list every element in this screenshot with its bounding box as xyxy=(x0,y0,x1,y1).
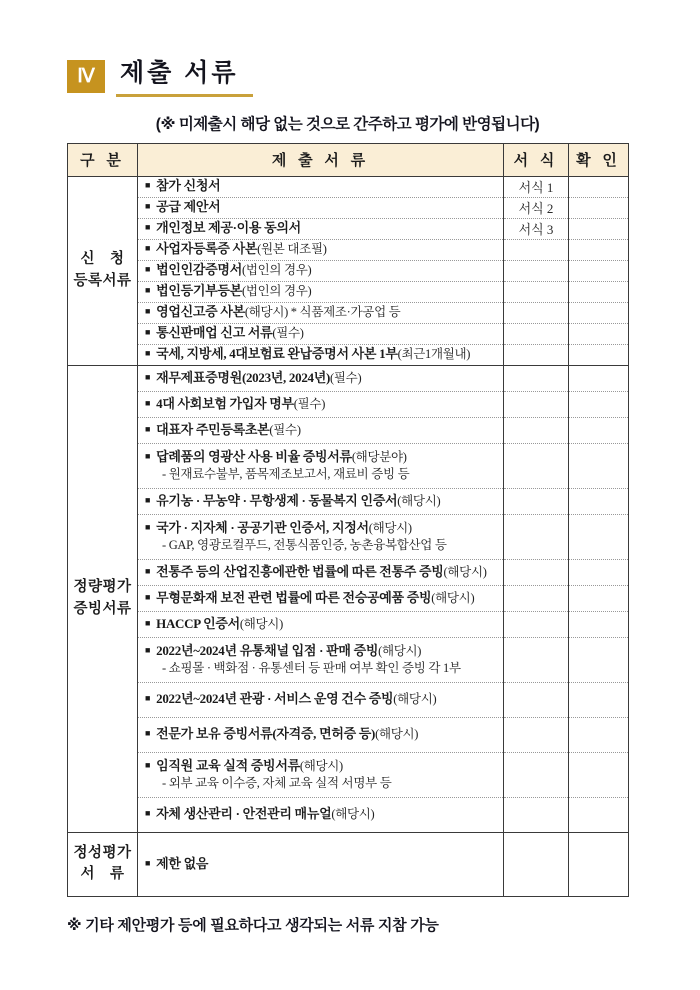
document-remark: (해당시) xyxy=(299,758,343,773)
check-cell xyxy=(569,488,629,514)
table-row xyxy=(68,391,629,417)
form-cell xyxy=(504,281,569,302)
bullet-square-icon: ■ xyxy=(145,397,151,408)
bullet-square-icon: ■ xyxy=(145,243,151,254)
form-cell xyxy=(504,611,569,637)
form-cell xyxy=(504,365,569,391)
document-cell xyxy=(138,323,504,344)
document-label: 2022년~2024년 관광 · 서비스 운영 건수 증빙 xyxy=(156,691,394,707)
table-row xyxy=(68,239,629,260)
document-label: 자체 생산관리 · 안전관리 매뉴얼 xyxy=(156,806,332,822)
document-cell xyxy=(138,717,504,752)
document-cell xyxy=(138,197,504,218)
document-remark: (원본 대조필) xyxy=(257,242,327,257)
document-cell xyxy=(138,443,504,488)
document-cell xyxy=(138,488,504,514)
document-cell xyxy=(138,281,504,302)
submission-documents-table xyxy=(67,143,629,897)
table-row xyxy=(68,197,629,218)
table-row xyxy=(68,637,629,682)
document-remark: (해당분야) xyxy=(351,449,407,464)
bullet-square-icon: ■ xyxy=(145,423,151,434)
table-row xyxy=(68,302,629,323)
bullet-square-icon: ■ xyxy=(145,371,151,382)
document-label: 법인등기부등본 xyxy=(156,283,242,299)
document-remark: (필수) xyxy=(269,422,301,437)
document-cell xyxy=(138,682,504,717)
document-label: 개인정보 제공·이용 동의서 xyxy=(156,220,301,236)
check-cell xyxy=(569,344,629,365)
section-number-badge: Ⅳ xyxy=(67,60,105,93)
document-remark: (해당시) xyxy=(239,616,283,631)
form-cell: 서식 1 xyxy=(504,176,569,197)
form-cell xyxy=(504,443,569,488)
document-cell xyxy=(138,585,504,611)
document-label: 임직원 교육 실적 증빙서류 xyxy=(156,757,300,773)
form-cell xyxy=(504,559,569,585)
document-remark: (필수) xyxy=(272,326,304,341)
bullet-square-icon: ■ xyxy=(145,306,151,317)
bullet-square-icon: ■ xyxy=(145,222,151,233)
bullet-square-icon: ■ xyxy=(145,450,151,461)
category-line: 신 청 xyxy=(80,251,125,268)
document-label: 4대 사회보험 가입자 명부 xyxy=(156,395,294,411)
table-row xyxy=(68,514,629,559)
table-row xyxy=(68,344,629,365)
table-row xyxy=(68,752,629,797)
document-remark: (최근1개월내) xyxy=(397,347,471,362)
form-cell xyxy=(504,323,569,344)
check-cell xyxy=(569,443,629,488)
form-cell: 서식 3 xyxy=(504,218,569,239)
bullet-square-icon: ■ xyxy=(145,264,151,275)
form-cell xyxy=(504,344,569,365)
document-cell xyxy=(138,832,504,896)
bullet-square-icon: ■ xyxy=(145,327,151,338)
check-cell xyxy=(569,417,629,443)
document-label: 재무제표증명원(2023년, 2024년) xyxy=(156,369,331,385)
table-row xyxy=(68,365,629,391)
check-cell xyxy=(569,365,629,391)
table-row xyxy=(68,611,629,637)
category-line: 증빙서류 xyxy=(73,600,132,617)
bullet-square-icon: ■ xyxy=(145,617,151,628)
form-cell xyxy=(504,637,569,682)
table-row xyxy=(68,559,629,585)
document-cell xyxy=(138,365,504,391)
check-cell xyxy=(569,752,629,797)
bullet-square-icon: ■ xyxy=(145,644,151,655)
bullet-square-icon: ■ xyxy=(145,759,151,770)
document-label: 유기농 · 무농약 · 무항생제 · 동물복지 인증서 xyxy=(156,492,398,508)
form-cell xyxy=(504,585,569,611)
document-cell xyxy=(138,752,504,797)
check-cell xyxy=(569,559,629,585)
bullet-square-icon: ■ xyxy=(145,494,151,505)
document-label: 국가 · 지자체 · 공공기관 인증서, 지정서 xyxy=(156,519,369,535)
form-cell: 서식 2 xyxy=(504,197,569,218)
document-label: 공급 제안서 xyxy=(156,199,221,215)
document-cell xyxy=(138,260,504,281)
section-header xyxy=(67,60,640,97)
document-cell xyxy=(138,176,504,197)
document-cell xyxy=(138,218,504,239)
form-cell xyxy=(504,391,569,417)
document-cell xyxy=(138,239,504,260)
document-subline: - 외부 교육 이수증, 자체 교육 실적 서명부 등 xyxy=(162,775,392,790)
document-label: 2022년~2024년 유통채널 입점 · 판매 증빙 xyxy=(156,642,379,658)
check-cell xyxy=(569,260,629,281)
document-remark: (법인의 경우) xyxy=(241,284,312,299)
document-remark: (필수) xyxy=(330,370,362,385)
bullet-square-icon: ■ xyxy=(145,857,151,868)
form-cell xyxy=(504,417,569,443)
check-cell xyxy=(569,682,629,717)
bullet-square-icon: ■ xyxy=(145,521,151,532)
category-cell xyxy=(68,832,138,896)
category-cell xyxy=(68,176,138,365)
check-cell xyxy=(569,323,629,344)
bullet-square-icon: ■ xyxy=(145,348,151,359)
document-cell xyxy=(138,637,504,682)
document-subline: - 원재료수불부, 품목제조보고서, 재료비 증빙 등 xyxy=(162,466,410,481)
document-subline: - 쇼핑몰 · 백화점 · 유통센터 등 판매 여부 확인 증빙 각 1부 xyxy=(162,660,461,675)
check-cell xyxy=(569,218,629,239)
category-line: 정성평가 xyxy=(73,844,132,861)
bullet-square-icon: ■ xyxy=(145,591,151,602)
check-cell xyxy=(569,176,629,197)
category-line: 정량평가 xyxy=(73,579,132,596)
table-row xyxy=(68,417,629,443)
document-cell xyxy=(138,391,504,417)
table-header-row xyxy=(68,143,629,176)
document-label: HACCP 인증서 xyxy=(156,615,240,631)
document-label: 전문가 보유 증빙서류(자격증, 면허증 등) xyxy=(156,726,376,742)
form-cell xyxy=(504,832,569,896)
document-remark: (해당시) xyxy=(368,520,412,535)
table-row xyxy=(68,281,629,302)
check-cell xyxy=(569,611,629,637)
col-header-category: 구 분 xyxy=(68,143,138,176)
category-cell xyxy=(68,365,138,832)
bullet-square-icon: ■ xyxy=(145,285,151,296)
table-row xyxy=(68,488,629,514)
document-cell xyxy=(138,344,504,365)
notice-text: (※ 미제출시 해당 없는 것으로 간주하고 평가에 반영됩니다) xyxy=(155,115,540,133)
document-remark: (법인의 경우) xyxy=(241,263,312,278)
document-remark: (해당시) xyxy=(397,493,441,508)
document-remark: (필수) xyxy=(293,396,326,411)
category-line: 서 류 xyxy=(80,866,125,882)
document-label: 무형문화재 보전 관련 법률에 따른 전승공예품 증빙 xyxy=(156,589,432,605)
document-cell xyxy=(138,514,504,559)
bullet-square-icon: ■ xyxy=(145,201,151,212)
check-cell xyxy=(569,832,629,896)
document-cell xyxy=(138,797,504,832)
form-cell xyxy=(504,239,569,260)
document-label: 대표자 주민등록초본 xyxy=(156,421,270,437)
document-cell xyxy=(138,302,504,323)
document-remark: (해당시) xyxy=(443,564,487,579)
bullet-square-icon: ■ xyxy=(145,693,151,704)
table-row xyxy=(68,176,629,197)
col-header-documents: 제 출 서 류 xyxy=(138,143,504,176)
page-title: 제출 서류 xyxy=(116,60,253,97)
document-remark: (해당시) * 식품제조·가공업 등 xyxy=(244,305,401,320)
check-cell xyxy=(569,302,629,323)
document-label: 제한 없음 xyxy=(156,855,209,871)
form-cell xyxy=(504,514,569,559)
document-label: 국세, 지방세, 4대보험료 완납증명서 사본 1부 xyxy=(156,346,398,362)
document-label: 통신판매업 신고 서류 xyxy=(156,325,273,341)
document-remark: (해당시) xyxy=(378,643,422,658)
form-cell xyxy=(504,260,569,281)
check-cell xyxy=(569,585,629,611)
bullet-square-icon: ■ xyxy=(145,808,151,819)
document-remark: (해당시) xyxy=(431,590,475,605)
document-label: 영업신고증 사본 xyxy=(156,304,245,320)
document-label: 법인인감증명서 xyxy=(156,262,242,278)
table-row xyxy=(68,832,629,896)
check-cell xyxy=(569,514,629,559)
check-cell xyxy=(569,281,629,302)
document-remark: (해당시) xyxy=(393,692,437,707)
check-cell xyxy=(569,239,629,260)
document-remark: (해당시) xyxy=(331,807,375,822)
document-label: 전통주 등의 산업진흥에관한 법률에 따른 전통주 증빙 xyxy=(156,563,444,579)
form-cell xyxy=(504,682,569,717)
table-row xyxy=(68,218,629,239)
category-line: 등록서류 xyxy=(73,272,132,289)
bullet-square-icon: ■ xyxy=(145,180,151,191)
document-cell xyxy=(138,559,504,585)
form-cell xyxy=(504,488,569,514)
document-cell xyxy=(138,417,504,443)
table-row xyxy=(68,323,629,344)
check-cell xyxy=(569,797,629,832)
check-cell xyxy=(569,717,629,752)
document-remark: (해당시) xyxy=(375,727,419,742)
table-row xyxy=(68,717,629,752)
form-cell xyxy=(504,302,569,323)
table-row xyxy=(68,585,629,611)
table-body xyxy=(68,176,629,896)
bullet-square-icon: ■ xyxy=(145,565,151,576)
col-header-confirm: 확 인 xyxy=(569,143,629,176)
form-cell xyxy=(504,717,569,752)
document-subline: - GAP, 영광로컬푸드, 전통식품인증, 농촌융복합산업 등 xyxy=(162,537,447,552)
check-cell xyxy=(569,637,629,682)
check-cell xyxy=(569,197,629,218)
document-label: 사업자등록증 사본 xyxy=(156,241,258,257)
footnote-text: ※ 기타 제안평가 등에 필요하다고 생각되는 서류 지참 가능 xyxy=(67,916,439,934)
document-label: 참가 신청서 xyxy=(156,178,221,194)
table-row xyxy=(68,260,629,281)
form-cell xyxy=(504,797,569,832)
document-label: 답례품의 영광산 사용 비율 증빙서류 xyxy=(156,448,352,464)
check-cell xyxy=(569,391,629,417)
form-cell xyxy=(504,752,569,797)
col-header-form: 서 식 xyxy=(504,143,569,176)
table-row xyxy=(68,797,629,832)
table-row xyxy=(68,682,629,717)
table-row xyxy=(68,443,629,488)
bullet-square-icon: ■ xyxy=(145,728,151,739)
document-cell xyxy=(138,611,504,637)
